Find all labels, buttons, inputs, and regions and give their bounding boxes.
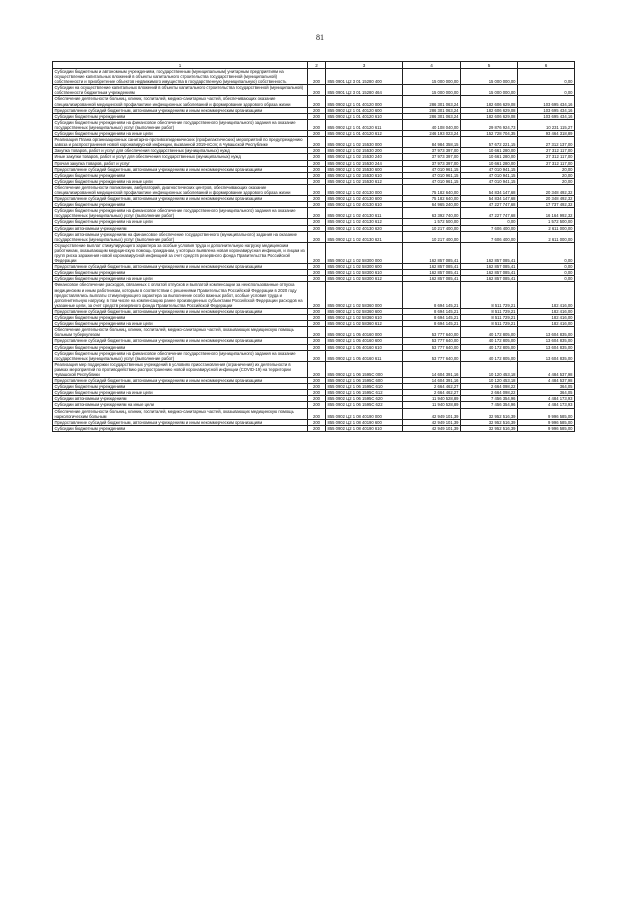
table-row	[53, 390, 575, 396]
row-admin-code: 200	[308, 202, 326, 208]
row-unexecuted-amount: 20 348 492,32	[518, 196, 575, 202]
page-number: 81	[316, 33, 324, 42]
row-unexecuted-amount: 182 416,00	[518, 321, 575, 327]
row-unexecuted-amount: 20 348 492,32	[518, 184, 575, 195]
row-unexecuted-amount: 0,00	[518, 276, 575, 282]
row-executed-amount: 10 120 453,18	[461, 361, 518, 377]
row-description: Субсидии автономным учреждениям	[53, 396, 308, 402]
row-admin-code: 200	[308, 321, 326, 327]
row-description: Субсидии бюджетным учреждениям на иные цели	[53, 390, 308, 396]
row-classification-code: 855 0902 Ц2 1 02 58300 000	[326, 242, 403, 263]
row-unexecuted-amount: 0,00	[518, 242, 575, 263]
row-approved-amount: 63 392 740,00	[403, 208, 461, 219]
column-header: 5	[461, 62, 518, 69]
table-row	[53, 425, 575, 431]
row-unexecuted-amount: 27 312 117,00	[518, 154, 575, 160]
row-executed-amount: 57 672 221,15	[461, 137, 518, 148]
row-admin-code: 200	[308, 131, 326, 137]
table-row	[53, 107, 575, 113]
row-approved-amount: 8 694 145,21	[403, 282, 461, 308]
row-description: Предоставление субсидий бюджетным, автономным учреждениям и иным некоммерческим организациям	[53, 308, 308, 314]
row-approved-amount: 11 940 528,89	[403, 402, 461, 408]
row-admin-code: 200	[308, 384, 326, 390]
row-classification-code: 855 0902 Ц2 1 02 40130 620	[326, 225, 403, 231]
column-header: 1	[53, 62, 308, 69]
row-admin-code: 200	[308, 107, 326, 113]
row-admin-code: 200	[308, 225, 326, 231]
row-description: Субсидии автономным учреждениям	[53, 225, 308, 231]
row-description: Субсидии бюджетным учреждениям на финансовое обеспечение государственного (муниципального) задания на оказание государственных (муниципальных) услуг (выполнение работ)	[53, 208, 308, 219]
row-executed-amount: 8 511 729,21	[461, 308, 518, 314]
row-executed-amount: 10 661 280,00	[461, 148, 518, 154]
row-executed-amount: 8 511 729,21	[461, 282, 518, 308]
row-description: Прочая закупка товаров, работ и услуг	[53, 160, 308, 166]
table-row	[53, 378, 575, 384]
row-admin-code: 200	[308, 390, 326, 396]
row-classification-code: 855 0902 Ц2 1 02 15530 200	[326, 148, 403, 154]
row-classification-code: 855 0902 Ц2 1 02 15530 240	[326, 154, 403, 160]
row-unexecuted-amount: 364,05	[518, 384, 575, 390]
row-approved-amount: 162 857 085,41	[403, 270, 461, 276]
row-approved-amount: 286 301 063,24	[403, 107, 461, 113]
row-description: Предоставление субсидий бюджетным, автономным учреждениям и иным некоммерческим организациям	[53, 378, 308, 384]
row-admin-code: 200	[308, 148, 326, 154]
row-unexecuted-amount: 10 231 115,27	[518, 119, 575, 130]
row-executed-amount: 162 857 085,41	[461, 276, 518, 282]
row-description: Субсидии бюджетным учреждениям на иные цели	[53, 178, 308, 184]
row-classification-code: 855 0902 Ц2 1 06 1595C 000	[326, 361, 403, 377]
row-admin-code: 200	[308, 315, 326, 321]
row-executed-amount: 40 172 805,00	[461, 338, 518, 344]
row-executed-amount: 29 876 924,73	[461, 119, 518, 130]
row-executed-amount: 2 664 098,22	[461, 384, 518, 390]
row-unexecuted-amount: 20,00	[518, 172, 575, 178]
row-executed-amount: 0,00	[461, 219, 518, 225]
row-unexecuted-amount: 2 611 000,00	[518, 225, 575, 231]
row-approved-amount: 246 193 023,24	[403, 131, 461, 137]
table-row	[53, 166, 575, 172]
row-unexecuted-amount: 4 484 537,98	[518, 378, 575, 384]
row-approved-amount: 42 949 101,39	[403, 419, 461, 425]
table-row	[53, 264, 575, 270]
table-row	[53, 96, 575, 107]
row-description: Предоставление субсидий бюджетным, автономным учреждениям и иным некоммерческим организациям	[53, 166, 308, 172]
row-executed-amount: 47 010 941,15	[461, 166, 518, 172]
row-description: Субсидии бюджетным учреждениям	[53, 315, 308, 321]
row-executed-amount: 47 010 941,15	[461, 178, 518, 184]
row-approved-amount: 2 664 462,27	[403, 384, 461, 390]
row-admin-code: 200	[308, 160, 326, 166]
table-row	[53, 178, 575, 184]
row-admin-code: 200	[308, 113, 326, 119]
row-classification-code: 855 0902 Ц2 1 05 40160 611	[326, 350, 403, 361]
row-admin-code: 200	[308, 208, 326, 219]
row-approved-amount: 64 965 240,00	[403, 202, 461, 208]
row-approved-amount: 37 973 397,00	[403, 154, 461, 160]
table-row	[53, 308, 575, 314]
row-classification-code: 855 0902 Ц2 1 01 40120 611	[326, 119, 403, 130]
row-approved-amount: 14 604 391,16	[403, 378, 461, 384]
row-classification-code: 855 0902 Ц2 1 02 15530 244	[326, 160, 403, 166]
row-classification-code: 855 0902 Ц2 1 05 40160 600	[326, 338, 403, 344]
row-classification-code: 855 0902 Ц2 1 02 58360 000	[326, 282, 403, 308]
row-unexecuted-amount: 17 737 492,32	[518, 202, 575, 208]
row-description: Субсидии бюджетным учреждениям	[53, 344, 308, 350]
row-classification-code: 855 0902 Ц2 1 01 40120 612	[326, 131, 403, 137]
row-unexecuted-amount: 9 996 585,00	[518, 419, 575, 425]
table-row	[53, 148, 575, 154]
row-classification-code: 855 0902 Ц2 1 02 58360 610	[326, 315, 403, 321]
row-admin-code: 200	[308, 96, 326, 107]
row-classification-code: 855 0902 Ц2 1 06 1595C 600	[326, 378, 403, 384]
row-classification-code: 855 0902 Ц2 1 02 15530 612	[326, 178, 403, 184]
row-description: Субсидии бюджетным учреждениям	[53, 202, 308, 208]
row-admin-code: 200	[308, 282, 326, 308]
row-unexecuted-amount: 0,00	[518, 270, 575, 276]
row-admin-code: 200	[308, 425, 326, 431]
row-approved-amount: 53 777 640,00	[403, 350, 461, 361]
row-approved-amount: 15 000 000,00	[403, 69, 461, 85]
row-unexecuted-amount: 1 572 500,00	[518, 219, 575, 225]
row-classification-code: 855 0902 Ц2 1 02 40130 612	[326, 219, 403, 225]
row-description: Финансовое обеспечение расходов, связанных с оплатой отпусков и выплатой компенсации за неиспользованные отпуска медицинским и иным работникам, которым в соответствии с решениями Правительства Российской Федерации в 2020 году предоставлялись выплаты стимулирующего характера за выполнение особо важных работ, особые условия труда и дополнительную нагрузку, в том числе на компенсацию ранее произведенных субъектами Российской Федерации расходов на указанные цели, за счет средств резервного фонда Правительства Российской Федерации	[53, 282, 308, 308]
row-admin-code: 200	[308, 419, 326, 425]
row-approved-amount: 53 777 640,00	[403, 338, 461, 344]
row-executed-amount: 47 010 941,15	[461, 172, 518, 178]
row-approved-amount: 37 973 397,00	[403, 160, 461, 166]
row-approved-amount: 162 857 085,41	[403, 276, 461, 282]
row-admin-code: 200	[308, 172, 326, 178]
row-unexecuted-amount: 13 604 835,00	[518, 327, 575, 338]
row-classification-code: 855 0902 Ц2 1 06 1595C 622	[326, 402, 403, 408]
column-header: 4	[403, 62, 461, 69]
row-executed-amount: 15 000 000,00	[461, 85, 518, 96]
row-approved-amount: 10 217 400,00	[403, 225, 461, 231]
row-description: Иные закупки товаров, работ и услуг для обеспечения государственных (муниципальных) нужд	[53, 154, 308, 160]
row-description: Осуществление выплат стимулирующего характера за особые условия труда и дополнительную нагрузку медицинским работникам, оказывающим медицинскую помощь гражданам, у которых выявлена новая коронавирусная инфекция, и лицам из групп риска заражения новой коронавирусной инфекцией за счет средств резервного фонда Правительства Российской Федерации	[53, 242, 308, 263]
table-row	[53, 69, 575, 85]
row-classification-code: 855 0902 Ц2 1 02 40130 610	[326, 202, 403, 208]
row-unexecuted-amount: 364,05	[518, 390, 575, 396]
row-executed-amount: 40 172 805,00	[461, 344, 518, 350]
row-admin-code: 200	[308, 308, 326, 314]
row-description: Субсидии бюджетным учреждениям на иные цели	[53, 131, 308, 137]
row-admin-code: 200	[308, 344, 326, 350]
row-admin-code: 200	[308, 178, 326, 184]
row-executed-amount: 32 952 516,39	[461, 425, 518, 431]
row-admin-code: 200	[308, 119, 326, 130]
row-admin-code: 200	[308, 184, 326, 195]
row-executed-amount: 182 606 629,08	[461, 107, 518, 113]
row-unexecuted-amount: 182 416,00	[518, 282, 575, 308]
row-description: Обеспечение деятельности больниц, клиник, госпиталей, медико-санитарных частей, оказывающих медицинскую помощь наркологическим больным	[53, 408, 308, 419]
row-classification-code: 855 0902 Ц2 1 08 40190 000	[326, 408, 403, 419]
row-classification-code: 855 0902 Ц2 1 08 40190 600	[326, 419, 403, 425]
row-executed-amount: 54 834 147,68	[461, 196, 518, 202]
row-description: Субсидии бюджетным учреждениям	[53, 384, 308, 390]
row-approved-amount: 1 572 500,00	[403, 219, 461, 225]
row-approved-amount: 162 857 085,41	[403, 242, 461, 263]
row-admin-code: 200	[308, 69, 326, 85]
row-description: Реализация Плана организационных санитарно-противоэпидемических (профилактических) мероприятий по предупреждению завоза и распространения новой коронавирусной инфекции, вызванной 2019-nCoV, в Чувашской Республике	[53, 137, 308, 148]
row-unexecuted-amount: 9 996 585,00	[518, 425, 575, 431]
table-row	[53, 85, 575, 96]
row-admin-code: 200	[308, 378, 326, 384]
row-executed-amount: 7 606 400,00	[461, 225, 518, 231]
table-row	[53, 402, 575, 408]
column-header: 3	[326, 62, 403, 69]
row-description: Предоставление субсидий бюджетным, автономным учреждениям и иным некоммерческим организациям	[53, 264, 308, 270]
row-executed-amount: 47 227 747,68	[461, 202, 518, 208]
row-admin-code: 200	[308, 408, 326, 419]
table-row	[53, 154, 575, 160]
row-admin-code: 200	[308, 166, 326, 172]
row-approved-amount: 47 010 961,15	[403, 172, 461, 178]
row-executed-amount: 40 172 805,00	[461, 350, 518, 361]
row-unexecuted-amount: 103 695 434,16	[518, 113, 575, 119]
row-unexecuted-amount: 2 611 000,00	[518, 231, 575, 242]
row-classification-code: 855 0902 Ц2 1 06 1595C 612	[326, 390, 403, 396]
row-executed-amount: 40 172 805,00	[461, 327, 518, 338]
table-row	[53, 276, 575, 282]
table-row	[53, 282, 575, 308]
row-unexecuted-amount: 182 416,00	[518, 315, 575, 321]
row-admin-code: 200	[308, 270, 326, 276]
row-approved-amount: 14 604 391,16	[403, 361, 461, 377]
row-classification-code: 855 0902 Ц2 1 02 40130 000	[326, 184, 403, 195]
row-unexecuted-amount: 13 604 835,00	[518, 344, 575, 350]
row-approved-amount: 47 010 961,15	[403, 178, 461, 184]
row-classification-code: 855 0902 Ц2 1 01 40120 600	[326, 107, 403, 113]
row-classification-code: 855 0902 Ц2 1 06 1595C 610	[326, 384, 403, 390]
row-classification-code: 855 0902 Ц2 1 01 40120 610	[326, 113, 403, 119]
row-executed-amount: 7 456 354,96	[461, 402, 518, 408]
row-approved-amount: 286 301 063,24	[403, 96, 461, 107]
row-admin-code: 200	[308, 231, 326, 242]
row-description: Субсидии бюджетным учреждениям	[53, 270, 308, 276]
column-header: 6	[518, 62, 575, 69]
row-executed-amount: 8 511 729,21	[461, 321, 518, 327]
table-row	[53, 361, 575, 377]
row-unexecuted-amount: 16 164 992,32	[518, 208, 575, 219]
row-description: Субсидии бюджетным учреждениям	[53, 425, 308, 431]
row-admin-code: 200	[308, 361, 326, 377]
row-classification-code: 855 0902 Ц2 1 08 40190 610	[326, 425, 403, 431]
row-unexecuted-amount: 93 464 318,89	[518, 131, 575, 137]
row-unexecuted-amount: 182 416,00	[518, 308, 575, 314]
row-unexecuted-amount: 27 312 117,00	[518, 160, 575, 166]
row-admin-code: 200	[308, 264, 326, 270]
row-admin-code: 200	[308, 137, 326, 148]
row-unexecuted-amount: 103 695 434,16	[518, 107, 575, 113]
table-row	[53, 350, 575, 361]
row-unexecuted-amount: 27 312 117,00	[518, 148, 575, 154]
row-classification-code: 855 0902 Ц2 1 05 40160 610	[326, 344, 403, 350]
row-description: Предоставление субсидий бюджетным, автономным учреждениям и иным некоммерческим организациям	[53, 338, 308, 344]
row-approved-amount: 84 984 358,15	[403, 137, 461, 148]
row-approved-amount: 47 010 961,15	[403, 166, 461, 172]
row-classification-code: 855 0902 Ц2 1 02 58300 610	[326, 270, 403, 276]
row-approved-amount: 10 217 400,00	[403, 231, 461, 242]
row-executed-amount: 10 120 453,18	[461, 378, 518, 384]
row-classification-code: 855 0902 Ц2 1 02 40130 621	[326, 231, 403, 242]
row-approved-amount: 75 182 640,00	[403, 184, 461, 195]
table-row	[53, 131, 575, 137]
row-classification-code: 855 0902 Ц2 1 02 15530 610	[326, 172, 403, 178]
row-approved-amount: 42 949 101,39	[403, 408, 461, 419]
row-classification-code: 855 0902 Ц2 1 02 58360 600	[326, 308, 403, 314]
row-executed-amount: 162 857 085,41	[461, 242, 518, 263]
row-executed-amount: 32 952 516,39	[461, 419, 518, 425]
row-approved-amount: 37 973 397,00	[403, 148, 461, 154]
row-approved-amount: 286 301 063,24	[403, 113, 461, 119]
row-unexecuted-amount: 13 604 835,00	[518, 338, 575, 344]
budget-execution-table	[52, 61, 575, 432]
row-admin-code: 200	[308, 219, 326, 225]
table-row	[53, 196, 575, 202]
row-classification-code: 855 0902 Ц2 1 02 58300 600	[326, 264, 403, 270]
table-row	[53, 231, 575, 242]
row-description: Обеспечение деятельности поликлиник, амбулаторий, диагностических центров, обеспечивающих оказание специализированной медицинской профилактике инфекционных заболеваний и формирование здорового образа жизни	[53, 184, 308, 195]
row-unexecuted-amount: 0,00	[518, 264, 575, 270]
row-description: Субсидии автономным учреждениям на финансовое обеспечение государственного (муниципального) задания на оказание государственных (муниципальных) услуг (выполнение работ)	[53, 231, 308, 242]
row-unexecuted-amount: 20,00	[518, 166, 575, 172]
row-approved-amount: 8 694 145,21	[403, 315, 461, 321]
row-executed-amount: 32 952 516,39	[461, 408, 518, 419]
row-classification-code: 855 0902 Ц2 1 05 40160 000	[326, 327, 403, 338]
row-classification-code: 855 0902 Ц2 1 02 15530 000	[326, 137, 403, 148]
row-description: Предоставление субсидий бюджетным, автономным учреждениям и иным некоммерческим организациям	[53, 107, 308, 113]
row-unexecuted-amount: 103 695 434,16	[518, 96, 575, 107]
row-executed-amount: 182 606 629,08	[461, 113, 518, 119]
row-executed-amount: 54 834 147,68	[461, 184, 518, 195]
table-row	[53, 338, 575, 344]
row-description: Субсидии бюджетным учреждениям	[53, 113, 308, 119]
row-classification-code: 855 0901 Ц2 3 01 15280 400	[326, 69, 403, 85]
row-approved-amount: 53 777 640,00	[403, 327, 461, 338]
row-description: Субсидии бюджетным учреждениям на финансовое обеспечение государственного (муниципального) задания на оказание государственных (муниципальных) услуг (выполнение работ)	[53, 350, 308, 361]
table-row	[53, 119, 575, 130]
column-header: 2	[308, 62, 326, 69]
table-header-row	[53, 62, 575, 69]
row-admin-code: 200	[308, 85, 326, 96]
table-row	[53, 137, 575, 148]
row-admin-code: 200	[308, 327, 326, 338]
row-classification-code: 855 0902 Ц2 1 02 40130 611	[326, 208, 403, 219]
row-approved-amount: 75 182 640,00	[403, 196, 461, 202]
row-unexecuted-amount: 20,00	[518, 178, 575, 184]
row-description: Реализация мер поддержки государственных учреждений в условиях приостановления (ограничения) их деятельности в рамках мероприятий по противодействию распространению новой коронавирусной инфекции (COVID-19) на территории Чувашской Республики	[53, 361, 308, 377]
row-description: Обеспечение деятельности больниц, клиник, госпиталей, медико-санитарных частей, оказывающих медицинскую помощь больным туберкулезом	[53, 327, 308, 338]
row-description: Предоставление субсидий бюджетным, автономным учреждениям и иным некоммерческим организациям	[53, 419, 308, 425]
row-classification-code: 855 0902 Ц2 1 02 40130 600	[326, 196, 403, 202]
row-executed-amount: 8 511 729,21	[461, 315, 518, 321]
row-admin-code: 200	[308, 338, 326, 344]
row-description: Субсидии бюджетным учреждениям на иные цели	[53, 276, 308, 282]
row-admin-code: 200	[308, 350, 326, 361]
row-description: Предоставление субсидий бюджетным, автономным учреждениям и иным некоммерческим организациям	[53, 196, 308, 202]
row-unexecuted-amount: 9 996 585,00	[518, 408, 575, 419]
row-description: Субсидии бюджетным учреждениям на иные цели	[53, 321, 308, 327]
row-admin-code: 200	[308, 396, 326, 402]
row-unexecuted-amount: 13 604 835,00	[518, 350, 575, 361]
row-executed-amount: 10 661 280,00	[461, 160, 518, 166]
row-executed-amount: 152 728 704,35	[461, 131, 518, 137]
row-executed-amount: 7 456 354,96	[461, 396, 518, 402]
row-classification-code: 855 0902 Ц2 1 02 15530 600	[326, 166, 403, 172]
row-description: Субсидии автономным учреждениям на иные цели	[53, 402, 308, 408]
row-approved-amount: 53 777 640,00	[403, 344, 461, 350]
row-approved-amount: 40 108 040,00	[403, 119, 461, 130]
table-row	[53, 242, 575, 263]
row-executed-amount: 162 857 085,41	[461, 264, 518, 270]
row-executed-amount: 15 000 000,00	[461, 69, 518, 85]
row-classification-code: 855 0902 Ц2 1 06 1595C 620	[326, 396, 403, 402]
table-row	[53, 408, 575, 419]
table-row	[53, 419, 575, 425]
row-approved-amount: 42 949 101,39	[403, 425, 461, 431]
row-admin-code: 200	[308, 276, 326, 282]
row-description: Субсидии бюджетным учреждениям на иные цели	[53, 219, 308, 225]
row-approved-amount: 8 694 145,21	[403, 308, 461, 314]
row-admin-code: 200	[308, 402, 326, 408]
table-row	[53, 184, 575, 195]
row-approved-amount: 11 940 528,89	[403, 396, 461, 402]
row-executed-amount: 47 227 747,68	[461, 208, 518, 219]
row-approved-amount: 162 857 085,41	[403, 264, 461, 270]
row-description: Закупка товаров, работ и услуг для обеспечения государственных (муниципальных) нужд	[53, 148, 308, 154]
row-classification-code: 855 0902 Ц2 1 02 58300 612	[326, 276, 403, 282]
row-approved-amount: 2 664 462,27	[403, 390, 461, 396]
row-classification-code: 855 0902 Ц2 1 02 58360 612	[326, 321, 403, 327]
table-row	[53, 327, 575, 338]
row-unexecuted-amount: 27 312 137,00	[518, 137, 575, 148]
row-unexecuted-amount: 4 484 537,98	[518, 361, 575, 377]
row-description: Субсидии на осуществление капитальных вложений в объекты капитального строительства государственной (муниципальной) собственности бюджетным учреждениям	[53, 85, 308, 96]
row-unexecuted-amount: 4 484 173,93	[518, 402, 575, 408]
row-classification-code: 855 0902 Ц2 1 01 40120 000	[326, 96, 403, 107]
row-admin-code: 200	[308, 154, 326, 160]
row-approved-amount: 8 694 145,21	[403, 321, 461, 327]
row-executed-amount: 7 606 400,00	[461, 231, 518, 242]
row-admin-code: 200	[308, 196, 326, 202]
row-executed-amount: 162 857 085,41	[461, 270, 518, 276]
row-executed-amount: 2 664 098,22	[461, 390, 518, 396]
row-unexecuted-amount: 0,00	[518, 69, 575, 85]
row-admin-code: 200	[308, 242, 326, 263]
row-description: Субсидии бюджетным учреждениям на финансовое обеспечение государственного (муниципального) задания на оказание государственных (муниципальных) услуг (выполнение работ)	[53, 119, 308, 130]
row-executed-amount: 10 661 280,00	[461, 154, 518, 160]
row-unexecuted-amount: 4 484 173,93	[518, 396, 575, 402]
row-unexecuted-amount: 0,00	[518, 85, 575, 96]
row-approved-amount: 15 000 000,00	[403, 85, 461, 96]
table-row	[53, 208, 575, 219]
row-description: Обеспечение деятельности больниц, клиник, госпиталей, медико-санитарных частей, обеспечивающих оказание специализированной медицинской профилактике инфекционных заболеваний и формирование здорового образа жизни	[53, 96, 308, 107]
row-executed-amount: 182 606 629,08	[461, 96, 518, 107]
row-description: Субсидии бюджетным учреждениям	[53, 172, 308, 178]
table-row	[53, 321, 575, 327]
row-description: Субсидии бюджетным и автономным учреждениям, государственным (муниципальным) унитарным предприятиям на осуществление капитальных вложений в объекты капитального строительства государственной (муниципальной) собственности и приобретение объектов недвижимого имущества в государственную (муниципальную) собственность	[53, 69, 308, 85]
row-classification-code: 855 0901 Ц2 3 01 15280 464	[326, 85, 403, 96]
